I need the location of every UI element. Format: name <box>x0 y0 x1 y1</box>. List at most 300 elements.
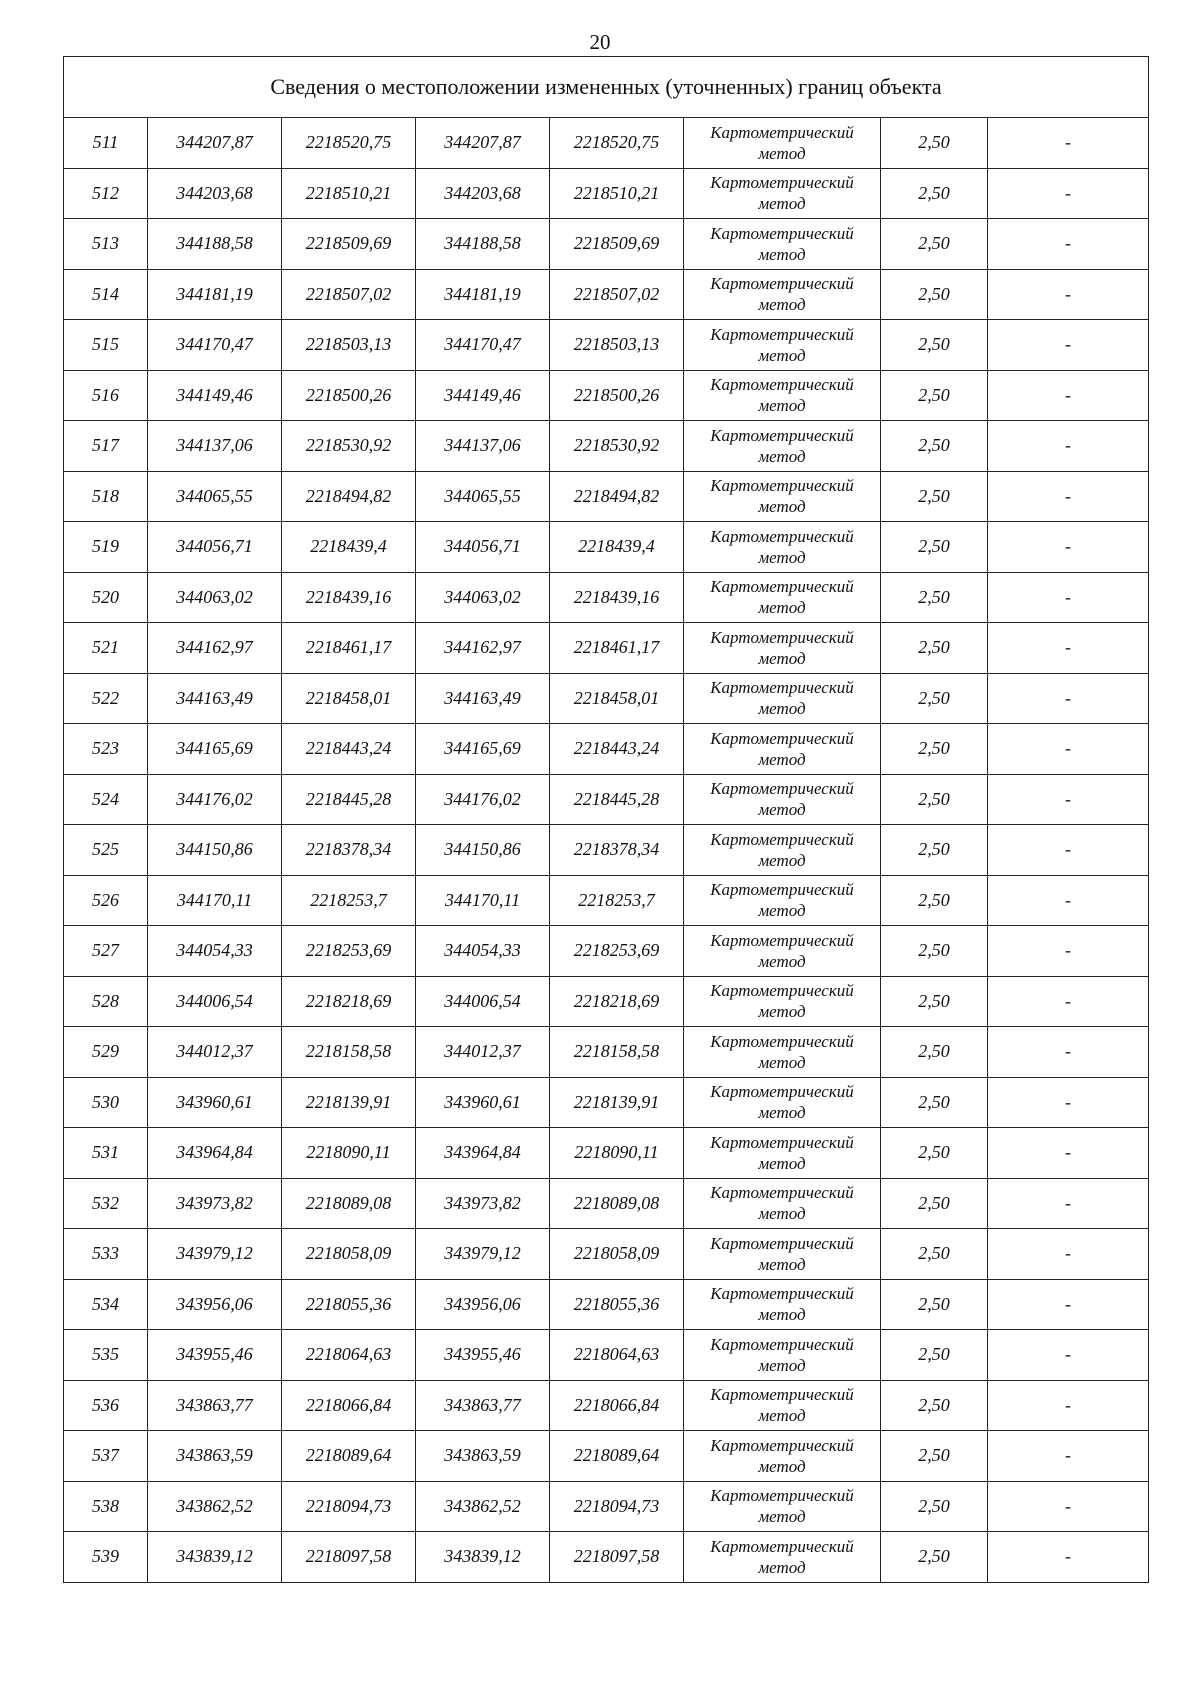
note-cell: - <box>988 471 1149 522</box>
y-existing-cell: 2218439,4 <box>282 522 416 573</box>
y-refined-cell: 2218218,69 <box>550 976 684 1027</box>
table-row <box>64 118 1149 169</box>
accuracy-cell: 2,50 <box>881 370 988 421</box>
accuracy-cell: 2,50 <box>881 421 988 472</box>
method-cell <box>684 572 881 623</box>
y-refined-cell: 2218510,21 <box>550 168 684 219</box>
note-cell: - <box>988 1027 1149 1078</box>
y-refined-cell: 2218089,08 <box>550 1178 684 1229</box>
y-existing-cell: 2218530,92 <box>282 421 416 472</box>
point-number-cell: 531 <box>64 1128 148 1179</box>
method-line-1: Картометрический <box>710 1536 854 1556</box>
y-existing-cell: 2218097,58 <box>282 1532 416 1583</box>
note-cell: - <box>988 1279 1149 1330</box>
x-existing-cell: 343973,82 <box>148 1178 282 1229</box>
note-cell: - <box>988 421 1149 472</box>
point-number-cell: 536 <box>64 1380 148 1431</box>
table-row <box>64 320 1149 371</box>
y-refined-cell: 2218507,02 <box>550 269 684 320</box>
x-refined-cell: 343979,12 <box>416 1229 550 1280</box>
x-existing-cell: 343979,12 <box>148 1229 282 1280</box>
accuracy-cell: 2,50 <box>881 1128 988 1179</box>
point-number-cell: 538 <box>64 1481 148 1532</box>
method-cell <box>684 1532 881 1583</box>
method-line-1: Картометрический <box>710 577 854 597</box>
method-line-2: метод <box>758 143 806 163</box>
point-number-cell: 528 <box>64 976 148 1027</box>
y-existing-cell: 2218509,69 <box>282 219 416 270</box>
x-existing-cell: 343863,59 <box>148 1431 282 1482</box>
point-number-cell: 525 <box>64 825 148 876</box>
note-cell: - <box>988 320 1149 371</box>
x-refined-cell: 343862,52 <box>416 1481 550 1532</box>
method-cell <box>684 1128 881 1179</box>
x-refined-cell: 343973,82 <box>416 1178 550 1229</box>
method-cell <box>684 1380 881 1431</box>
table-row <box>64 1330 1149 1381</box>
note-cell: - <box>988 1380 1149 1431</box>
y-existing-cell: 2218443,24 <box>282 724 416 775</box>
table-row <box>64 673 1149 724</box>
method-cell <box>684 1178 881 1229</box>
x-existing-cell: 344207,87 <box>148 118 282 169</box>
y-refined-cell: 2218253,7 <box>550 875 684 926</box>
x-refined-cell: 343956,06 <box>416 1279 550 1330</box>
method-cell <box>684 1229 881 1280</box>
table-row <box>64 926 1149 977</box>
accuracy-cell: 2,50 <box>881 926 988 977</box>
x-refined-cell: 344063,02 <box>416 572 550 623</box>
point-number-cell: 524 <box>64 774 148 825</box>
note-cell: - <box>988 774 1149 825</box>
method-cell <box>684 1279 881 1330</box>
method-line-2: метод <box>758 749 806 769</box>
point-number-cell: 529 <box>64 1027 148 1078</box>
note-cell: - <box>988 1229 1149 1280</box>
table-row <box>64 1027 1149 1078</box>
y-refined-cell: 2218058,09 <box>550 1229 684 1280</box>
x-refined-cell: 343955,46 <box>416 1330 550 1381</box>
x-refined-cell: 344170,11 <box>416 875 550 926</box>
method-cell <box>684 471 881 522</box>
y-existing-cell: 2218066,84 <box>282 1380 416 1431</box>
method-cell <box>684 976 881 1027</box>
y-existing-cell: 2218445,28 <box>282 774 416 825</box>
x-existing-cell: 344054,33 <box>148 926 282 977</box>
method-cell <box>684 774 881 825</box>
table-row <box>64 219 1149 270</box>
note-cell: - <box>988 219 1149 270</box>
point-number-cell: 521 <box>64 623 148 674</box>
y-refined-cell: 2218094,73 <box>550 1481 684 1532</box>
y-existing-cell: 2218139,91 <box>282 1077 416 1128</box>
point-number-cell: 519 <box>64 522 148 573</box>
point-number-cell: 527 <box>64 926 148 977</box>
point-number-cell: 516 <box>64 370 148 421</box>
table-body <box>64 57 1149 1583</box>
table-row <box>64 1128 1149 1179</box>
method-line-1: Картометрический <box>710 223 854 243</box>
x-existing-cell: 343955,46 <box>148 1330 282 1381</box>
method-line-1: Картометрический <box>710 122 854 142</box>
y-existing-cell: 2218500,26 <box>282 370 416 421</box>
method-cell <box>684 219 881 270</box>
method-line-2: метод <box>758 396 806 416</box>
y-refined-cell: 2218509,69 <box>550 219 684 270</box>
method-cell <box>684 118 881 169</box>
method-line-1: Картометрический <box>710 829 854 849</box>
x-refined-cell: 344012,37 <box>416 1027 550 1078</box>
method-line-1: Картометрический <box>710 1031 854 1051</box>
method-line-2: метод <box>758 1254 806 1274</box>
table-row <box>64 522 1149 573</box>
page-number: 20 <box>589 30 611 54</box>
x-existing-cell: 343956,06 <box>148 1279 282 1330</box>
accuracy-cell: 2,50 <box>881 1279 988 1330</box>
y-existing-cell: 2218253,7 <box>282 875 416 926</box>
accuracy-cell: 2,50 <box>881 1077 988 1128</box>
method-cell <box>684 623 881 674</box>
x-refined-cell: 343863,77 <box>416 1380 550 1431</box>
x-refined-cell: 344149,46 <box>416 370 550 421</box>
table-row <box>64 421 1149 472</box>
y-refined-cell: 2218089,64 <box>550 1431 684 1482</box>
accuracy-cell: 2,50 <box>881 320 988 371</box>
accuracy-cell: 2,50 <box>881 825 988 876</box>
y-refined-cell: 2218445,28 <box>550 774 684 825</box>
note-cell: - <box>988 118 1149 169</box>
method-line-2: метод <box>758 598 806 618</box>
method-line-1: Картометрический <box>710 375 854 395</box>
y-refined-cell: 2218378,34 <box>550 825 684 876</box>
note-cell: - <box>988 976 1149 1027</box>
method-line-2: метод <box>758 800 806 820</box>
method-line-2: метод <box>758 295 806 315</box>
method-line-2: метод <box>758 1305 806 1325</box>
accuracy-cell: 2,50 <box>881 1380 988 1431</box>
accuracy-cell: 2,50 <box>881 673 988 724</box>
note-cell: - <box>988 1178 1149 1229</box>
method-cell <box>684 1431 881 1482</box>
note-cell: - <box>988 370 1149 421</box>
y-existing-cell: 2218510,21 <box>282 168 416 219</box>
y-existing-cell: 2218089,08 <box>282 1178 416 1229</box>
method-line-1: Картометрический <box>710 173 854 193</box>
method-line-1: Картометрический <box>710 1284 854 1304</box>
method-line-2: метод <box>758 1204 806 1224</box>
method-line-2: метод <box>758 446 806 466</box>
note-cell: - <box>988 1481 1149 1532</box>
method-line-2: метод <box>758 1557 806 1577</box>
x-existing-cell: 344170,47 <box>148 320 282 371</box>
y-refined-cell: 2218055,36 <box>550 1279 684 1330</box>
x-existing-cell: 344176,02 <box>148 774 282 825</box>
x-existing-cell: 344165,69 <box>148 724 282 775</box>
x-refined-cell: 343964,84 <box>416 1128 550 1179</box>
y-refined-cell: 2218439,4 <box>550 522 684 573</box>
y-existing-cell: 2218494,82 <box>282 471 416 522</box>
method-cell <box>684 320 881 371</box>
method-line-1: Картометрический <box>710 627 854 647</box>
method-line-2: метод <box>758 1002 806 1022</box>
table-title: Сведения о местоположении измененных (уточненных) границ объекта <box>64 57 1149 118</box>
y-refined-cell: 2218520,75 <box>550 118 684 169</box>
x-refined-cell: 344181,19 <box>416 269 550 320</box>
method-line-1: Картометрический <box>710 1132 854 1152</box>
y-existing-cell: 2218439,16 <box>282 572 416 623</box>
method-line-2: метод <box>758 1456 806 1476</box>
table-row <box>64 1178 1149 1229</box>
accuracy-cell: 2,50 <box>881 875 988 926</box>
y-existing-cell: 2218461,17 <box>282 623 416 674</box>
method-line-2: метод <box>758 1052 806 1072</box>
accuracy-cell: 2,50 <box>881 522 988 573</box>
accuracy-cell: 2,50 <box>881 1431 988 1482</box>
accuracy-cell: 2,50 <box>881 724 988 775</box>
x-existing-cell: 344006,54 <box>148 976 282 1027</box>
method-cell <box>684 269 881 320</box>
method-line-2: метод <box>758 497 806 517</box>
x-refined-cell: 344162,97 <box>416 623 550 674</box>
table-row <box>64 1532 1149 1583</box>
method-line-1: Картометрический <box>710 425 854 445</box>
accuracy-cell: 2,50 <box>881 1532 988 1583</box>
point-number-cell: 518 <box>64 471 148 522</box>
point-number-cell: 526 <box>64 875 148 926</box>
x-refined-cell: 344163,49 <box>416 673 550 724</box>
x-refined-cell: 344170,47 <box>416 320 550 371</box>
method-line-2: метод <box>758 194 806 214</box>
x-refined-cell: 344165,69 <box>416 724 550 775</box>
accuracy-cell: 2,50 <box>881 219 988 270</box>
accuracy-cell: 2,50 <box>881 1178 988 1229</box>
table-row <box>64 1431 1149 1482</box>
method-cell <box>684 168 881 219</box>
method-line-2: метод <box>758 1103 806 1123</box>
method-line-2: метод <box>758 1507 806 1527</box>
y-existing-cell: 2218058,09 <box>282 1229 416 1280</box>
x-refined-cell: 343960,61 <box>416 1077 550 1128</box>
method-line-1: Картометрический <box>710 981 854 1001</box>
coordinates-table <box>63 56 1149 1583</box>
method-line-1: Картометрический <box>710 1334 854 1354</box>
method-line-2: метод <box>758 951 806 971</box>
y-refined-cell: 2218064,63 <box>550 1330 684 1381</box>
x-existing-cell: 344056,71 <box>148 522 282 573</box>
y-existing-cell: 2218378,34 <box>282 825 416 876</box>
point-number-cell: 539 <box>64 1532 148 1583</box>
accuracy-cell: 2,50 <box>881 1330 988 1381</box>
note-cell: - <box>988 168 1149 219</box>
method-cell <box>684 1027 881 1078</box>
method-line-1: Картометрический <box>710 274 854 294</box>
method-line-2: метод <box>758 648 806 668</box>
point-number-cell: 513 <box>64 219 148 270</box>
table-row <box>64 875 1149 926</box>
x-existing-cell: 344162,97 <box>148 623 282 674</box>
x-existing-cell: 344137,06 <box>148 421 282 472</box>
x-existing-cell: 344065,55 <box>148 471 282 522</box>
note-cell: - <box>988 1077 1149 1128</box>
table-row <box>64 976 1149 1027</box>
y-refined-cell: 2218500,26 <box>550 370 684 421</box>
method-cell <box>684 1481 881 1532</box>
point-number-cell: 533 <box>64 1229 148 1280</box>
x-existing-cell: 343960,61 <box>148 1077 282 1128</box>
method-cell <box>684 1077 881 1128</box>
table-row <box>64 471 1149 522</box>
method-line-1: Картометрический <box>710 1435 854 1455</box>
y-refined-cell: 2218458,01 <box>550 673 684 724</box>
note-cell: - <box>988 623 1149 674</box>
method-line-2: метод <box>758 901 806 921</box>
table-row <box>64 370 1149 421</box>
accuracy-cell: 2,50 <box>881 1481 988 1532</box>
x-refined-cell: 344203,68 <box>416 168 550 219</box>
table-row <box>64 1481 1149 1532</box>
method-line-2: метод <box>758 1153 806 1173</box>
point-number-cell: 537 <box>64 1431 148 1482</box>
point-number-cell: 522 <box>64 673 148 724</box>
note-cell: - <box>988 572 1149 623</box>
y-refined-cell: 2218443,24 <box>550 724 684 775</box>
method-line-1: Картометрический <box>710 324 854 344</box>
x-refined-cell: 344176,02 <box>416 774 550 825</box>
x-refined-cell: 343863,59 <box>416 1431 550 1482</box>
y-refined-cell: 2218253,69 <box>550 926 684 977</box>
y-refined-cell: 2218439,16 <box>550 572 684 623</box>
y-refined-cell: 2218097,58 <box>550 1532 684 1583</box>
y-refined-cell: 2218090,11 <box>550 1128 684 1179</box>
method-cell <box>684 875 881 926</box>
x-refined-cell: 344150,86 <box>416 825 550 876</box>
y-refined-cell: 2218066,84 <box>550 1380 684 1431</box>
method-line-1: Картометрический <box>710 1233 854 1253</box>
point-number-cell: 520 <box>64 572 148 623</box>
accuracy-cell: 2,50 <box>881 623 988 674</box>
y-existing-cell: 2218158,58 <box>282 1027 416 1078</box>
method-line-2: метод <box>758 244 806 264</box>
y-existing-cell: 2218507,02 <box>282 269 416 320</box>
method-line-1: Картометрический <box>710 1385 854 1405</box>
table-row <box>64 168 1149 219</box>
x-refined-cell: 344207,87 <box>416 118 550 169</box>
x-existing-cell: 344163,49 <box>148 673 282 724</box>
accuracy-cell: 2,50 <box>881 471 988 522</box>
note-cell: - <box>988 522 1149 573</box>
table-title-row <box>64 57 1149 118</box>
x-refined-cell: 344065,55 <box>416 471 550 522</box>
accuracy-cell: 2,50 <box>881 168 988 219</box>
method-line-2: метод <box>758 1406 806 1426</box>
table-row <box>64 572 1149 623</box>
y-refined-cell: 2218530,92 <box>550 421 684 472</box>
table-row <box>64 825 1149 876</box>
note-cell: - <box>988 269 1149 320</box>
x-existing-cell: 344203,68 <box>148 168 282 219</box>
table-row <box>64 269 1149 320</box>
method-line-1: Картометрический <box>710 678 854 698</box>
table-row <box>64 1279 1149 1330</box>
accuracy-cell: 2,50 <box>881 774 988 825</box>
point-number-cell: 532 <box>64 1178 148 1229</box>
table-row <box>64 774 1149 825</box>
y-refined-cell: 2218139,91 <box>550 1077 684 1128</box>
table-row <box>64 1229 1149 1280</box>
note-cell: - <box>988 1330 1149 1381</box>
point-number-cell: 514 <box>64 269 148 320</box>
method-line-1: Картометрический <box>710 779 854 799</box>
x-existing-cell: 344063,02 <box>148 572 282 623</box>
table-row <box>64 1077 1149 1128</box>
x-existing-cell: 343839,12 <box>148 1532 282 1583</box>
method-line-1: Картометрический <box>710 1183 854 1203</box>
accuracy-cell: 2,50 <box>881 1229 988 1280</box>
y-existing-cell: 2218094,73 <box>282 1481 416 1532</box>
table-row <box>64 724 1149 775</box>
y-existing-cell: 2218520,75 <box>282 118 416 169</box>
point-number-cell: 530 <box>64 1077 148 1128</box>
note-cell: - <box>988 724 1149 775</box>
y-existing-cell: 2218218,69 <box>282 976 416 1027</box>
note-cell: - <box>988 926 1149 977</box>
point-number-cell: 511 <box>64 118 148 169</box>
y-existing-cell: 2218089,64 <box>282 1431 416 1482</box>
accuracy-cell: 2,50 <box>881 269 988 320</box>
accuracy-cell: 2,50 <box>881 1027 988 1078</box>
method-cell <box>684 673 881 724</box>
x-refined-cell: 344137,06 <box>416 421 550 472</box>
table-row <box>64 623 1149 674</box>
method-cell <box>684 724 881 775</box>
x-existing-cell: 344170,11 <box>148 875 282 926</box>
method-line-2: метод <box>758 1355 806 1375</box>
note-cell: - <box>988 1431 1149 1482</box>
method-line-1: Картометрический <box>710 526 854 546</box>
method-line-2: метод <box>758 345 806 365</box>
point-number-cell: 534 <box>64 1279 148 1330</box>
x-existing-cell: 344149,46 <box>148 370 282 421</box>
method-line-2: метод <box>758 547 806 567</box>
x-refined-cell: 344188,58 <box>416 219 550 270</box>
x-existing-cell: 344150,86 <box>148 825 282 876</box>
point-number-cell: 512 <box>64 168 148 219</box>
method-cell <box>684 825 881 876</box>
method-cell <box>684 1330 881 1381</box>
method-line-1: Картометрический <box>710 1082 854 1102</box>
y-refined-cell: 2218494,82 <box>550 471 684 522</box>
method-line-1: Картометрический <box>710 1486 854 1506</box>
point-number-cell: 535 <box>64 1330 148 1381</box>
note-cell: - <box>988 875 1149 926</box>
x-existing-cell: 343964,84 <box>148 1128 282 1179</box>
point-number-cell: 517 <box>64 421 148 472</box>
method-line-1: Картометрический <box>710 728 854 748</box>
method-cell <box>684 421 881 472</box>
x-refined-cell: 344054,33 <box>416 926 550 977</box>
x-refined-cell: 344006,54 <box>416 976 550 1027</box>
x-existing-cell: 344012,37 <box>148 1027 282 1078</box>
y-existing-cell: 2218503,13 <box>282 320 416 371</box>
y-existing-cell: 2218253,69 <box>282 926 416 977</box>
method-cell <box>684 926 881 977</box>
note-cell: - <box>988 1128 1149 1179</box>
y-refined-cell: 2218461,17 <box>550 623 684 674</box>
x-existing-cell: 343863,77 <box>148 1380 282 1431</box>
y-existing-cell: 2218055,36 <box>282 1279 416 1330</box>
method-line-1: Картометрический <box>710 930 854 950</box>
method-cell <box>684 522 881 573</box>
